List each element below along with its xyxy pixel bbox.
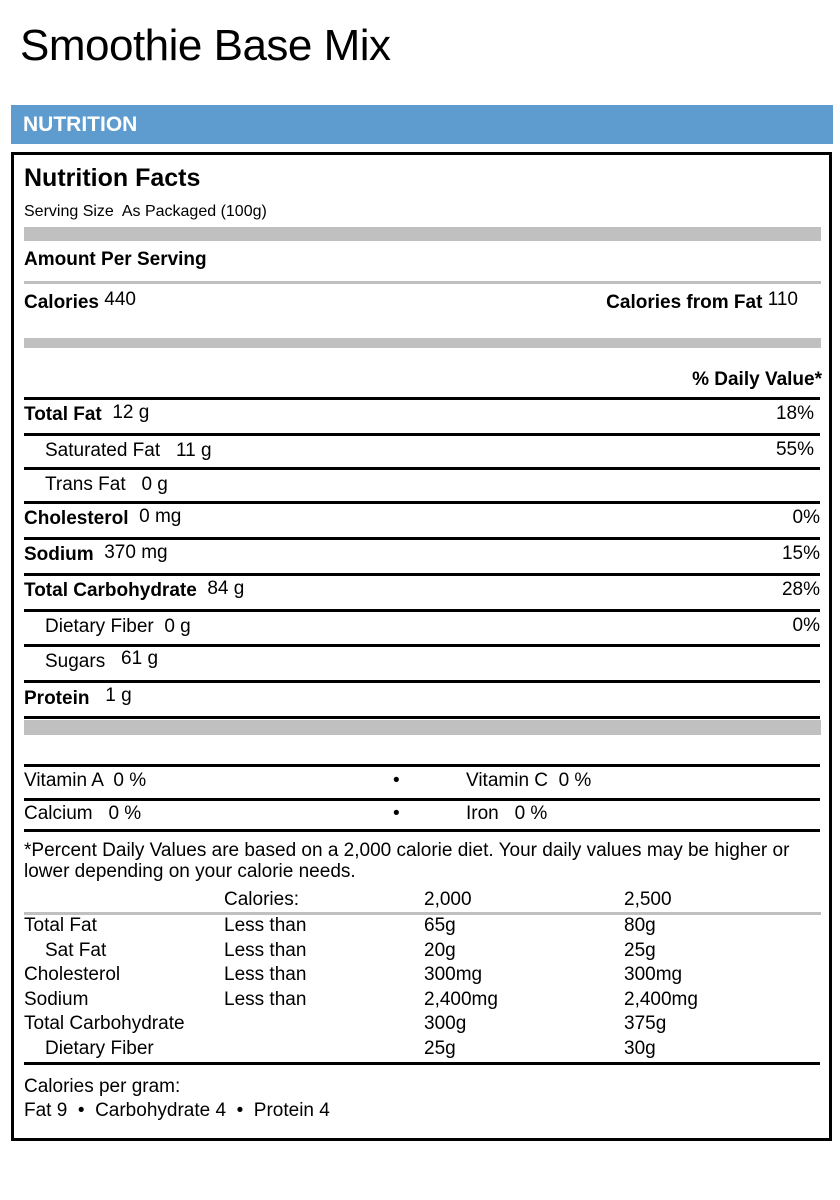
dv-table-row [24,939,724,964]
dv-row-qualifier: Less than [224,964,307,985]
nutrient-amount: 0 g [164,616,191,637]
dv-row-qualifier: Less than [224,939,307,961]
nutrient-name: Saturated Fat [45,440,161,461]
nutrient-dv: 0% [792,507,820,528]
dv-table-body [24,914,724,1061]
calcium: Calcium 0 % [24,803,142,824]
dv-table-row [24,914,724,939]
divider-medium [24,338,821,348]
nutrient-dv: 15% [781,543,820,564]
divider-thick [24,227,821,241]
dv-row-nutrient: Sat Fat [45,939,107,961]
dv-row-2000: 300mg [424,964,483,985]
row-divider [24,716,820,719]
serving-size [24,202,267,222]
row-divider [24,1062,820,1065]
dv-row-qualifier: Less than [224,988,307,1010]
divider-thick [24,720,821,735]
amount-per-serving: Amount Per Serving [24,249,207,270]
nutrition-facts-title: Nutrition Facts [24,164,201,192]
daily-value-header: % Daily Value* [692,369,822,390]
dv-row-nutrient: Total Carbohydrate [24,1013,185,1034]
dv-row-2000: 2,400mg [424,988,498,1010]
dv-row-2500: 30g [624,1037,656,1059]
calories-from-fat-value: 110 [767,289,798,310]
dv-table-header [24,888,724,913]
row-divider [24,798,820,801]
nutrient-name: Protein [24,688,90,709]
row-divider [24,433,820,436]
calories-per-gram-label: Calories per gram: [24,1076,181,1097]
vitamin-a: Vitamin A 0 % [24,770,147,791]
nutrient-amount: 61 g [121,648,159,669]
calories-per-gram-values: Fat 9 • Carbohydrate 4 • Protein 4 [24,1100,330,1121]
row-divider [24,397,820,400]
row-divider [24,573,820,576]
nutrient-amount: 11 g [175,440,212,461]
nutrient-trans-fat [45,474,168,496]
dv-row-2500: 80g [624,915,656,936]
nutrient-amount: 0 mg [139,506,182,527]
nutrient-total-fat [24,404,149,426]
dv-row-2500: 2,400mg [624,988,698,1010]
nutrient-cholesterol [24,508,181,530]
nutrient-name: Sugars [45,651,106,672]
product-title: Smoothie Base Mix [20,21,391,70]
nutrient-sugars [45,648,159,673]
dv-row-2500: 300mg [624,964,683,985]
dv-row-2500: 25g [624,939,656,961]
row-divider [24,764,820,767]
vitamin-c: Vitamin C 0 % [466,770,592,791]
calories-from-fat-label: Calories from Fat [606,292,763,313]
nutrient-name: Trans Fat [45,474,126,495]
row-divider [24,609,820,612]
dv-header-calories: Calories: [224,889,299,910]
calories-row [24,289,136,314]
section-band [11,105,833,144]
row-divider [24,829,820,832]
serving-size-value: As Packaged (100g) [121,203,267,220]
nutrient-dietary-fiber [45,616,191,638]
row-divider [24,644,820,647]
nutrient-name: Dietary Fiber [45,616,154,637]
nutrient-dv: 0% [792,615,820,636]
section-band-label: NUTRITION [23,113,138,136]
nutrient-dv: 18% [775,403,814,424]
dv-header-2500: 2,500 [624,889,672,910]
nutrient-name: Total Carbohydrate [24,580,197,601]
nutrient-name: Cholesterol [24,508,129,529]
dv-row-nutrient: Total Fat [24,915,97,936]
nutrient-amount: 0 g [141,474,168,495]
dv-row-nutrient: Sodium [24,988,89,1010]
nutrient-amount: 370 mg [104,542,168,563]
dv-row-2000: 25g [424,1037,456,1059]
dv-table-row [24,988,724,1013]
nutrient-name: Total Fat [24,404,102,425]
dv-row-qualifier: Less than [224,915,307,936]
calories-label: Calories [24,292,99,313]
dv-row-nutrient: Cholesterol [24,964,121,985]
bullet: • [393,770,400,791]
dv-row-2500: 375g [624,1013,667,1034]
serving-size-label: Serving Size [24,203,114,220]
dv-table-row [24,1037,724,1062]
dv-header-2000: 2,000 [424,889,472,910]
dv-row-2000: 65g [424,915,456,936]
daily-value-reference-table [24,888,724,913]
calories-value: 440 [104,289,136,310]
row-divider [24,537,820,540]
nutrient-total-carbohydrate [24,580,244,602]
nutrient-protein [24,685,132,710]
footnote: *Percent Daily Values are based on a 2,000 calorie diet. Your daily values may be higher or lower depending on your calorie needs. [24,840,790,882]
dv-row-nutrient: Dietary Fiber [45,1037,154,1059]
nutrient-amount: 12 g [112,402,150,423]
divider-thin [24,281,821,284]
dv-table-row [24,1012,724,1037]
nutrient-amount: 1 g [105,685,132,706]
nutrient-dv: 55% [775,439,814,460]
nutrient-dv: 28% [781,579,820,600]
dv-row-2000: 20g [424,939,456,961]
dv-row-2000: 300g [424,1013,467,1034]
row-divider [24,467,820,470]
row-divider [24,680,820,683]
bullet: • [393,803,400,824]
dv-table-row [24,963,724,988]
calories-from-fat-row [606,289,798,314]
nutrient-amount: 84 g [207,578,245,599]
iron: Iron 0 % [466,803,548,824]
row-divider [24,501,820,504]
nutrient-saturated-fat [45,440,212,462]
nutrient-name: Sodium [24,544,94,565]
nutrient-sodium [24,544,168,566]
